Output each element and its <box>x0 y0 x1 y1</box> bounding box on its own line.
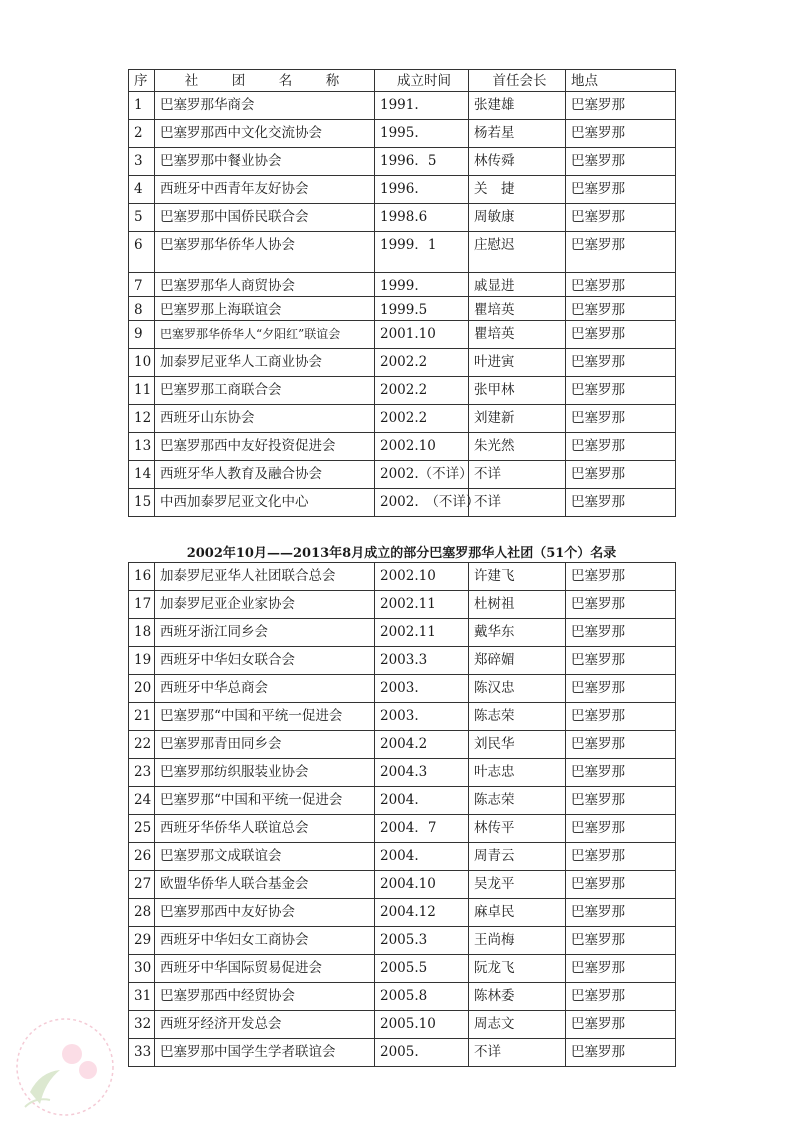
table-row <box>129 433 676 461</box>
table-row <box>129 1011 676 1039</box>
cell-name: 西班牙经济开发总会 <box>155 1011 375 1039</box>
cell-no: 12 <box>129 405 155 433</box>
cell-date: 2003.3 <box>375 647 469 675</box>
table-row <box>129 815 676 843</box>
cell-president: 许建飞 <box>469 563 566 591</box>
cell-president: 庄慰迟 <box>469 232 566 273</box>
cell-no: 8 <box>129 297 155 321</box>
cell-date: 2002.10 <box>375 563 469 591</box>
cell-no: 21 <box>129 703 155 731</box>
table-row <box>129 563 676 591</box>
cell-name: 西班牙中华国际贸易促进会 <box>155 955 375 983</box>
table-row <box>129 787 676 815</box>
cell-place: 巴塞罗那 <box>566 731 676 759</box>
cell-date: 2004. <box>375 787 469 815</box>
cell-no: 15 <box>129 489 155 517</box>
cell-place: 巴塞罗那 <box>566 204 676 232</box>
cell-date: 1998.6 <box>375 204 469 232</box>
cell-date: 2004．7 <box>375 815 469 843</box>
table-row <box>129 759 676 787</box>
table-row <box>129 675 676 703</box>
cell-date: 2003. <box>375 703 469 731</box>
cell-date: 1995. <box>375 120 469 148</box>
cell-date: 2002.10 <box>375 433 469 461</box>
cell-name: 巴塞罗那西中友好投资促进会 <box>155 433 375 461</box>
cell-no: 30 <box>129 955 155 983</box>
cell-president: 陈林委 <box>469 983 566 1011</box>
cell-name: 中西加泰罗尼亚文化中心 <box>155 489 375 517</box>
cell-no: 4 <box>129 176 155 204</box>
cell-no: 6 <box>129 232 155 273</box>
cell-president: 陈志荣 <box>469 703 566 731</box>
cell-president: 瞿培英 <box>469 321 566 349</box>
cell-place: 巴塞罗那 <box>566 675 676 703</box>
cell-date: 2002.2 <box>375 349 469 377</box>
cell-name: 巴塞罗那中餐业协会 <box>155 148 375 176</box>
cell-no: 19 <box>129 647 155 675</box>
cell-no: 10 <box>129 349 155 377</box>
cell-name: 加泰罗尼亚企业家协会 <box>155 591 375 619</box>
header-president: 首任会长 <box>469 70 566 92</box>
cell-place: 巴塞罗那 <box>566 703 676 731</box>
cell-no: 5 <box>129 204 155 232</box>
cell-date: 2002.11 <box>375 619 469 647</box>
watermark-seal-icon <box>10 1012 120 1122</box>
associations-table-2 <box>128 562 676 1067</box>
cell-place: 巴塞罗那 <box>566 433 676 461</box>
cell-place: 巴塞罗那 <box>566 148 676 176</box>
cell-place: 巴塞罗那 <box>566 899 676 927</box>
cell-president: 周志文 <box>469 1011 566 1039</box>
cell-place: 巴塞罗那 <box>566 297 676 321</box>
cell-no: 18 <box>129 619 155 647</box>
header-place: 地点 <box>566 70 676 92</box>
cell-name: 巴塞罗那“中国和平统一促进会 <box>155 787 375 815</box>
associations-table-1 <box>128 69 676 517</box>
cell-date: 2005.5 <box>375 955 469 983</box>
table-row <box>129 899 676 927</box>
cell-no: 13 <box>129 433 155 461</box>
cell-president: 周青云 <box>469 843 566 871</box>
cell-name: 巴塞罗那上海联谊会 <box>155 297 375 321</box>
table-row <box>129 377 676 405</box>
cell-president: 关 捷 <box>469 176 566 204</box>
table-row <box>129 983 676 1011</box>
table-row <box>129 92 676 120</box>
cell-place: 巴塞罗那 <box>566 591 676 619</box>
cell-date: 2002. （不详） <box>375 489 469 517</box>
cell-president: 吴龙平 <box>469 871 566 899</box>
cell-name: 加泰罗尼亚华人社团联合总会 <box>155 563 375 591</box>
table-header-row <box>129 70 676 92</box>
cell-president: 不详 <box>469 489 566 517</box>
cell-date: 2005. <box>375 1039 469 1067</box>
cell-no: 1 <box>129 92 155 120</box>
cell-no: 32 <box>129 1011 155 1039</box>
cell-place: 巴塞罗那 <box>566 273 676 297</box>
cell-no: 33 <box>129 1039 155 1067</box>
cell-name: 欧盟华侨华人联合基金会 <box>155 871 375 899</box>
cell-date: 2005.10 <box>375 1011 469 1039</box>
cell-no: 24 <box>129 787 155 815</box>
header-name: 社 团 名 称 <box>155 70 375 92</box>
cell-no: 20 <box>129 675 155 703</box>
cell-place: 巴塞罗那 <box>566 176 676 204</box>
cell-place: 巴塞罗那 <box>566 843 676 871</box>
cell-president: 不详 <box>469 1039 566 1067</box>
cell-president: 林传平 <box>469 815 566 843</box>
cell-president: 瞿培英 <box>469 297 566 321</box>
cell-date: 2002.11 <box>375 591 469 619</box>
cell-name: 西班牙中华妇女联合会 <box>155 647 375 675</box>
cell-place: 巴塞罗那 <box>566 759 676 787</box>
table-row <box>129 297 676 321</box>
cell-place: 巴塞罗那 <box>566 927 676 955</box>
table-row <box>129 927 676 955</box>
cell-place: 巴塞罗那 <box>566 489 676 517</box>
cell-place: 巴塞罗那 <box>566 563 676 591</box>
header-no: 序 <box>129 70 155 92</box>
cell-no: 9 <box>129 321 155 349</box>
cell-place: 巴塞罗那 <box>566 405 676 433</box>
table-row <box>129 591 676 619</box>
cell-date: 2004.2 <box>375 731 469 759</box>
table-row <box>129 647 676 675</box>
cell-date: 1991. <box>375 92 469 120</box>
cell-no: 23 <box>129 759 155 787</box>
cell-place: 巴塞罗那 <box>566 461 676 489</box>
cell-date: 1996. <box>375 176 469 204</box>
section-subtitle: 2002年10月——2013年8月成立的部分巴塞罗那华人社团（51个）名录 <box>186 546 617 561</box>
cell-place: 巴塞罗那 <box>566 92 676 120</box>
cell-place: 巴塞罗那 <box>566 1011 676 1039</box>
cell-date: 2004. <box>375 843 469 871</box>
cell-president: 杜树祖 <box>469 591 566 619</box>
cell-president: 陈志荣 <box>469 787 566 815</box>
cell-name: 巴塞罗那西中文化交流协会 <box>155 120 375 148</box>
table-row <box>129 232 676 273</box>
cell-name: 巴塞罗那中国学生学者联谊会 <box>155 1039 375 1067</box>
table-row <box>129 703 676 731</box>
table-row <box>129 148 676 176</box>
cell-place: 巴塞罗那 <box>566 647 676 675</box>
cell-no: 29 <box>129 927 155 955</box>
cell-president: 林传舜 <box>469 148 566 176</box>
cell-date: 2005.3 <box>375 927 469 955</box>
cell-name: 巴塞罗那工商联合会 <box>155 377 375 405</box>
cell-place: 巴塞罗那 <box>566 815 676 843</box>
cell-name: 西班牙中西青年友好协会 <box>155 176 375 204</box>
cell-name: 巴塞罗那西中经贸协会 <box>155 983 375 1011</box>
cell-date: 2001.10 <box>375 321 469 349</box>
table-row <box>129 955 676 983</box>
table-row <box>129 176 676 204</box>
cell-name: 巴塞罗那华侨华人协会 <box>155 232 375 273</box>
cell-place: 巴塞罗那 <box>566 983 676 1011</box>
cell-president: 刘民华 <box>469 731 566 759</box>
cell-place: 巴塞罗那 <box>566 1039 676 1067</box>
cell-president: 王尚梅 <box>469 927 566 955</box>
cell-place: 巴塞罗那 <box>566 232 676 273</box>
cell-date: 1999. <box>375 273 469 297</box>
cell-date: 2002.2 <box>375 405 469 433</box>
cell-place: 巴塞罗那 <box>566 871 676 899</box>
cell-date: 1999．1 <box>375 232 469 273</box>
cell-name: 巴塞罗那华侨华人“夕阳红”联谊会 <box>155 321 375 349</box>
cell-no: 27 <box>129 871 155 899</box>
cell-president: 戚显进 <box>469 273 566 297</box>
cell-no: 3 <box>129 148 155 176</box>
cell-no: 7 <box>129 273 155 297</box>
cell-president: 郑碎媚 <box>469 647 566 675</box>
cell-place: 巴塞罗那 <box>566 619 676 647</box>
cell-place: 巴塞罗那 <box>566 321 676 349</box>
cell-president: 刘建新 <box>469 405 566 433</box>
table-row <box>129 843 676 871</box>
cell-name: 巴塞罗那青田同乡会 <box>155 731 375 759</box>
table-row <box>129 321 676 349</box>
cell-name: 西班牙浙江同乡会 <box>155 619 375 647</box>
cell-president: 张建雄 <box>469 92 566 120</box>
cell-name: 西班牙华人教育及融合协会 <box>155 461 375 489</box>
cell-name: 巴塞罗那西中友好协会 <box>155 899 375 927</box>
cell-president: 周敏康 <box>469 204 566 232</box>
cell-date: 2002.（不详） <box>375 461 469 489</box>
cell-president: 麻卓民 <box>469 899 566 927</box>
cell-date: 2002.2 <box>375 377 469 405</box>
cell-no: 22 <box>129 731 155 759</box>
table-row <box>129 461 676 489</box>
cell-name: 巴塞罗那纺织服装业协会 <box>155 759 375 787</box>
cell-president: 不详 <box>469 461 566 489</box>
cell-no: 31 <box>129 983 155 1011</box>
cell-president: 阮龙飞 <box>469 955 566 983</box>
cell-no: 16 <box>129 563 155 591</box>
cell-no: 11 <box>129 377 155 405</box>
cell-president: 张甲林 <box>469 377 566 405</box>
cell-no: 2 <box>129 120 155 148</box>
cell-date: 1999.5 <box>375 297 469 321</box>
cell-place: 巴塞罗那 <box>566 120 676 148</box>
cell-name: 西班牙华侨华人联谊总会 <box>155 815 375 843</box>
cell-no: 28 <box>129 899 155 927</box>
cell-president: 朱光然 <box>469 433 566 461</box>
cell-date: 2004.3 <box>375 759 469 787</box>
cell-name: 加泰罗尼亚华人工商业协会 <box>155 349 375 377</box>
cell-name: 西班牙中华总商会 <box>155 675 375 703</box>
cell-place: 巴塞罗那 <box>566 377 676 405</box>
header-date: 成立时间 <box>375 70 469 92</box>
cell-president: 叶志忠 <box>469 759 566 787</box>
cell-president: 叶进寅 <box>469 349 566 377</box>
cell-name: 巴塞罗那文成联谊会 <box>155 843 375 871</box>
table-row <box>129 120 676 148</box>
cell-name: 巴塞罗那“中国和平统一促进会 <box>155 703 375 731</box>
cell-name: 巴塞罗那中国侨民联合会 <box>155 204 375 232</box>
cell-name: 巴塞罗那华商会 <box>155 92 375 120</box>
cell-no: 26 <box>129 843 155 871</box>
table-row <box>129 871 676 899</box>
cell-place: 巴塞罗那 <box>566 349 676 377</box>
table-row <box>129 349 676 377</box>
table-row <box>129 731 676 759</box>
cell-date: 2003. <box>375 675 469 703</box>
cell-name: 巴塞罗那华人商贸协会 <box>155 273 375 297</box>
cell-president: 陈汉忠 <box>469 675 566 703</box>
cell-no: 14 <box>129 461 155 489</box>
table-row <box>129 273 676 297</box>
table-row <box>129 405 676 433</box>
cell-date: 2004.10 <box>375 871 469 899</box>
table-row <box>129 204 676 232</box>
cell-name: 西班牙中华妇女工商协会 <box>155 927 375 955</box>
cell-date: 2004.12 <box>375 899 469 927</box>
cell-president: 杨若星 <box>469 120 566 148</box>
cell-name: 西班牙山东协会 <box>155 405 375 433</box>
cell-no: 25 <box>129 815 155 843</box>
table-row <box>129 1039 676 1067</box>
cell-no: 17 <box>129 591 155 619</box>
cell-president: 戴华东 <box>469 619 566 647</box>
cell-date: 2005.8 <box>375 983 469 1011</box>
table-row <box>129 619 676 647</box>
cell-place: 巴塞罗那 <box>566 787 676 815</box>
cell-date: 1996．5 <box>375 148 469 176</box>
table-row <box>129 489 676 517</box>
cell-place: 巴塞罗那 <box>566 955 676 983</box>
